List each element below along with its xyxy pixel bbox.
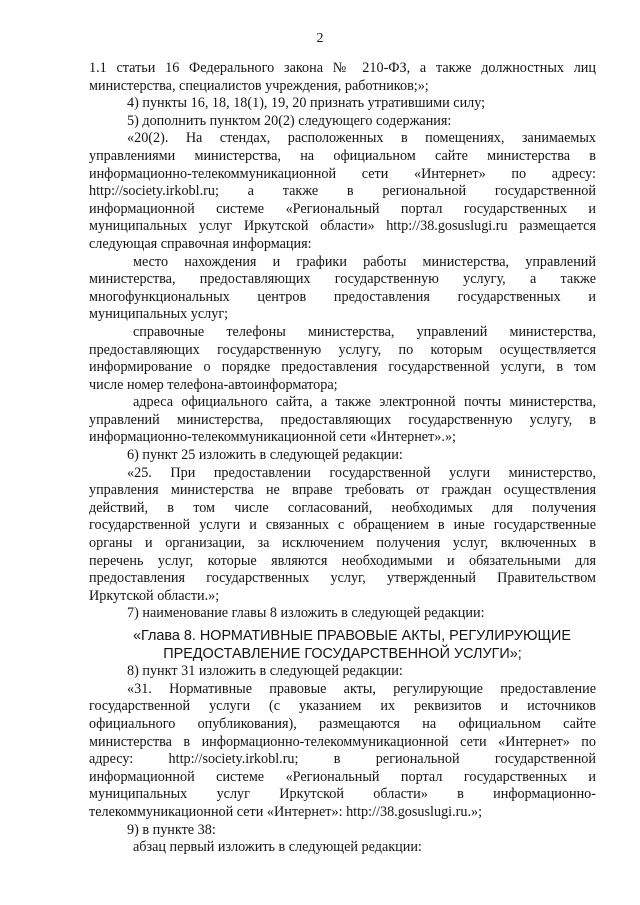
text-line: официального опубликования), размещаются на официальном сайте [89,715,596,732]
text-line: управления министерства не вправе требовать от граждан осуществления [89,482,596,499]
page-number: 2 [316,31,324,46]
text-line: 1.1 статьи 16 Федерального закона № 210-ФЗ, а также должностных лиц [89,60,596,76]
text-line: «25. При предоставлении государственной услуги министерство, [127,464,596,481]
text-line: «20(2). На стендах, расположенных в помещениях, занимаемых [127,130,596,147]
text-line: информационно-телекоммуникационной сети «Интернет».»; [89,429,456,446]
text-line: «31. Нормативные правовые акты, регулирующие предоставление [127,680,596,697]
text-line: действий, в том числе согласований, необходимых для получения [89,499,596,516]
text-line: перечень услуг, которые являются необходимыми и обязательными для [89,552,596,569]
text-line: 8) пункт 31 изложить в следующей редакции: [127,663,403,680]
text-line: абзац первый изложить в следующей редакции: [133,839,422,856]
text-line: адресу: http://society.irkobl.ru; в региональной государственной [89,751,596,768]
text-line: информационной системе «Региональный портал государственных и [89,768,596,785]
text-line: предоставления государственных услуг, утвержденный Правительством [89,570,596,587]
text-line: управлений министерства, предоставляющих государственную услугу, в [89,411,596,428]
text-line: органы и организации, за исключением получения услуг, включенных в [89,535,596,552]
text-line: муниципальных услуг; [89,306,229,323]
text-line: адреса официального сайта, а также электронной почты министерства, [133,394,596,411]
text-line: 5) дополнить пунктом 20(2) следующего содержания: [127,112,452,129]
text-line: 9) в пункте 38: [127,821,216,838]
text-line: Иркутской области.»; [89,587,220,604]
text-line: информирование о порядке предоставления государственной услуги, в том [89,359,596,376]
text-line: место нахождения и графики работы министерства, управлений [133,253,596,270]
text-line: муниципальных услуг Иркутской области» http://38.gosuslugi.ru размещается [89,218,596,235]
text-line: государственной услуги (с указанием их реквизитов и источников [89,698,596,715]
text-line: министерства, предоставляющих государственную услугу, а также [89,271,596,288]
text-line: телекоммуникационной сети «Интернет»: http://38.gosuslugi.ru.»; [89,803,483,820]
text-line: 4) пункты 16, 18, 18(1), 19, 20 признать утратившими силу; [127,95,486,112]
text-line: министерства в информационно-телекоммуникационной сети «Интернет» по [89,733,596,750]
text-line: министерства, специалистов учреждения, работников;»; [89,77,429,94]
text-line: ПРЕДОСТАВЛЕНИЕ ГОСУДАРСТВЕННОЙ УСЛУГИ»; [163,645,522,662]
text-line: числе номер телефона-автоинформатора; [89,376,338,393]
text-line: 7) наименование главы 8 изложить в следующей редакции: [127,605,485,622]
text-line: справочные телефоны министерства, управлений министерства, [133,323,596,340]
text-line: предоставляющих государственную услугу, по которым осуществляется [89,341,596,358]
text-line: информационно-телекоммуникационной сети «Интернет» по адресу: [89,165,596,182]
document-body [89,60,596,857]
text-line: многофункциональных центров предоставления государственных и [89,288,596,305]
text-line: следующая справочная информация: [89,235,312,252]
text-line: государственной услуги и связанных с обращением в иные государственные [89,517,596,534]
text-line: http://society.irkobl.ru; а также в региональной государственной [89,183,596,200]
text-line: 6) пункт 25 изложить в следующей редакции: [127,447,403,464]
text-line: муниципальных услуг Иркутской области» в информационно- [89,786,596,803]
text-line: «Глава 8. НОРМАТИВНЫЕ ПРАВОВЫЕ АКТЫ, РЕГУЛИРУЮЩИЕ [133,628,571,644]
text-line: информационной системе «Региональный портал государственных и [89,200,596,217]
text-line: управлениями министерства, на официальном сайте министерства в [89,147,596,164]
